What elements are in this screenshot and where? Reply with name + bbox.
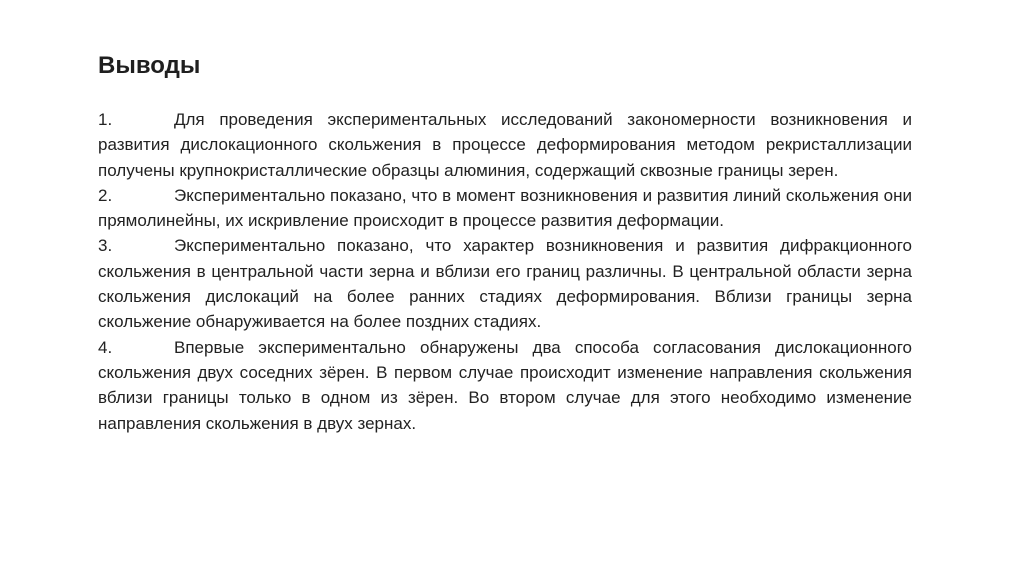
conclusion-number: 4. bbox=[98, 337, 113, 357]
conclusion-item-2 bbox=[98, 183, 912, 234]
conclusion-item-3 bbox=[98, 233, 912, 334]
conclusion-item-1 bbox=[98, 107, 912, 183]
conclusion-number: 2. bbox=[98, 185, 113, 205]
conclusion-number: 3. bbox=[98, 236, 113, 256]
conclusion-text: Экспериментально показано, что в момент возникновения и развития линий скольжения они прямолинейны, их искривление происходит в процессе развития деформации. bbox=[98, 185, 912, 231]
conclusion-text: Для проведения экспериментальных исследований закономерности возникновения и развития дислокационного скольжения в процессе деформирования методом рекристаллизации получены крупнокристаллические образцы алюминия, содержащий сквозные границы зерен. bbox=[98, 110, 912, 180]
slide-title: Выводы bbox=[98, 52, 201, 79]
conclusions-list bbox=[98, 107, 912, 436]
conclusion-item-4 bbox=[98, 335, 912, 436]
conclusion-number: 1. bbox=[98, 110, 113, 129]
conclusion-text: Впервые экспериментально обнаружены два способа согласования дислокационного скольжения двух соседних зёрен. В первом случае происходит изменение направления скольжения вблизи границы только в одном из зёрен. Во втором случае для этого необходимо изменение направления скольжения в двух зернах. bbox=[98, 337, 912, 433]
conclusion-text: Экспериментально показано, что характер возникновения и развития дифракционного скольжения в центральной части зерна и вблизи его границ различны. В центральной области зерна скольжения дислокаций на более ранних стадиях деформирования. Вблизи границы зерна скольжение обнаруживается на более поздних стадиях. bbox=[98, 236, 912, 332]
